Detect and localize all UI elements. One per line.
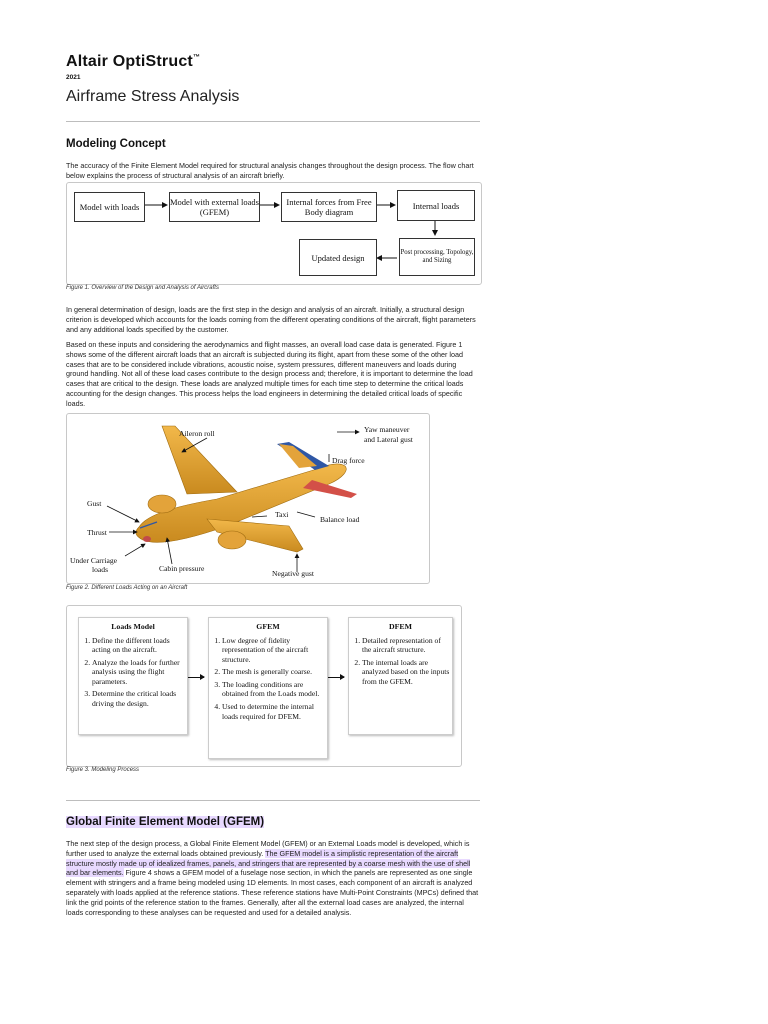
list-item: 3. The loading conditions are obtained from the Loads model. <box>222 680 327 699</box>
page-title: Airframe Stress Analysis <box>66 88 240 105</box>
figure-3-modeling-process <box>66 605 462 767</box>
brand-logo <box>66 53 200 71</box>
taxi-arrow <box>252 516 267 517</box>
balance-arrow <box>297 512 315 517</box>
divider <box>66 800 480 801</box>
list-item: 1. Detailed representation of the aircraft structure. <box>362 636 452 655</box>
label-yaw-maneuver: Yaw maneuver <box>364 425 410 434</box>
brand-name: Altair OptiStruct <box>66 53 193 70</box>
flow-box-post-processing: Post processing, Topology, and Sizing <box>399 238 475 276</box>
gust-arrow <box>107 506 139 522</box>
label-balance-load: Balance load <box>320 515 360 524</box>
flow-box-updated-design: Updated design <box>299 239 377 276</box>
label-negative-gust: Negative gust <box>272 569 314 578</box>
list-item: 1. Define the different loads acting on the aircraft. <box>92 636 187 655</box>
box-list <box>349 636 452 686</box>
figure-3-caption: Figure 3. Modeling Process <box>66 767 140 773</box>
figure-2-aircraft-loads <box>66 413 430 584</box>
gfem-text-part-2: Figure 4 shows a GFEM model of a fuselage nose section, in which the panels are represented as one single element with stringers and a frame being modeled using 1D elements. In most cases, each component of an aircraft is analyzed separately with loads applied at the reference stations. These reference stations have Multi-Point Constraints (MPCs) defined that link the grid points of the reference station to the frames. Generally, after all the external load cases are analyzed, the internal loads corresponding to these analyses can be requested and used for a detailed analysis. <box>66 868 479 917</box>
document-year: 2021 <box>66 74 81 81</box>
label-drag-force: Drag force <box>332 456 365 465</box>
list-item: 4. Used to determine the internal loads required for DFEM. <box>222 702 327 721</box>
heading-highlight: Global Finite Element Model (GFEM) <box>66 816 265 828</box>
list-item: 1. Low degree of fidelity representation of the aircraft structure. <box>222 636 327 664</box>
figure-2-caption: Figure 2. Different Loads Acting on an Aircraft <box>66 585 188 591</box>
landing-gear <box>143 536 151 542</box>
process-arrow-2 <box>328 677 344 678</box>
lower-engine <box>218 531 246 549</box>
gfem-highlighted-text: The GFEM model is a simplistic representation of the aircraft structure mostly made up of idealized frames, panels, and stringers that are represented by a coarse mesh with the use of shell and bar elements. <box>66 848 471 878</box>
divider <box>66 121 480 122</box>
box-list <box>79 636 187 708</box>
label-aileron-roll: Aileron roll <box>179 429 215 438</box>
box-title: GFEM <box>256 622 280 631</box>
box-title: Loads Model <box>111 622 155 631</box>
box-list <box>209 636 327 721</box>
label-under-carriage: Under Carriage <box>70 556 118 565</box>
upper-engine <box>148 495 176 513</box>
list-item: 3. Determine the critical loads driving the design. <box>92 689 187 708</box>
process-arrow-1 <box>188 677 204 678</box>
box-loads-model <box>78 617 188 735</box>
label-taxi: Taxi <box>275 510 289 519</box>
section-heading-modeling-concept: Modeling Concept <box>66 138 166 150</box>
list-item: 2. Analyze the loads for further analysis using the flight parameters. <box>92 658 187 686</box>
box-gfem <box>208 617 328 759</box>
cabin-pressure-arrow <box>167 538 172 564</box>
aircraft-illustration <box>67 414 429 583</box>
label-lateral-gust: and Lateral gust <box>364 435 413 444</box>
list-item: 2. The internal loads are analyzed based on the inputs from the GFEM. <box>362 658 452 686</box>
figure-1-caption: Figure 1. Overview of the Design and Analysis of Aircrafts <box>66 285 219 291</box>
flow-box-model-with-loads: Model with loads <box>74 192 145 222</box>
label-under-carriage-loads: loads <box>92 565 109 574</box>
trademark-symbol: ™ <box>192 54 201 61</box>
flow-box-gfem: Model with external loads (GFEM) <box>169 192 260 222</box>
gfem-text-part-1: The next step of the design process, a Global Finite Element Model (GFEM) or an External Loads model is developed, which is further used to analyze the external loads obtained previously. <box>66 839 470 858</box>
box-title: DFEM <box>389 622 412 631</box>
gfem-paragraph <box>66 839 480 917</box>
under-carriage-arrow <box>125 544 145 556</box>
box-dfem <box>348 617 453 735</box>
flow-box-internal-loads: Internal loads <box>397 190 475 221</box>
loads-paragraph-2: Based on these inputs and considering the aerodynamics and flight masses, an overall load case data is generated. Figure 1 shows some of the different aircraft loads that an aircraft is subjected during its flight, apart from these some of the other load cases that are to be considered include vibrations, acoustic noise, system pressures, different maneuvers and loads during ground handling. Not all of these load cases contribute to the design process and; therefore, it is important to determine the load cases that are critical to the design. These loads are analyzed multiple times for each time step to determine the critical loads accounting for the design changes. This process helps the load engineers in determining the detailed critical loads of specific loads. <box>66 340 473 408</box>
list-item: 2. The mesh is generally coarse. <box>222 667 327 676</box>
loads-paragraph-1: In general determination of design, loads are the first step in the design and analysis of an aircraft. Initially, a structural design criterion is developed which accounts for the loads coming from the different operating conditions of the aircraft, flight parameters and any additional loads specified by the customer. <box>66 305 476 334</box>
label-gust: Gust <box>87 499 102 508</box>
section-heading-gfem <box>66 816 264 828</box>
intro-paragraph: The accuracy of the Finite Element Model required for structural analysis changes throughout the design process. The flow chart below explains the process of structural analysis of an aircraft briefly. <box>66 161 474 180</box>
figure-1-flowchart <box>66 182 482 285</box>
label-thrust: Thrust <box>87 528 107 537</box>
flow-box-free-body: Internal forces from Free Body diagram <box>281 192 377 222</box>
label-cabin-pressure: Cabin pressure <box>159 564 205 573</box>
